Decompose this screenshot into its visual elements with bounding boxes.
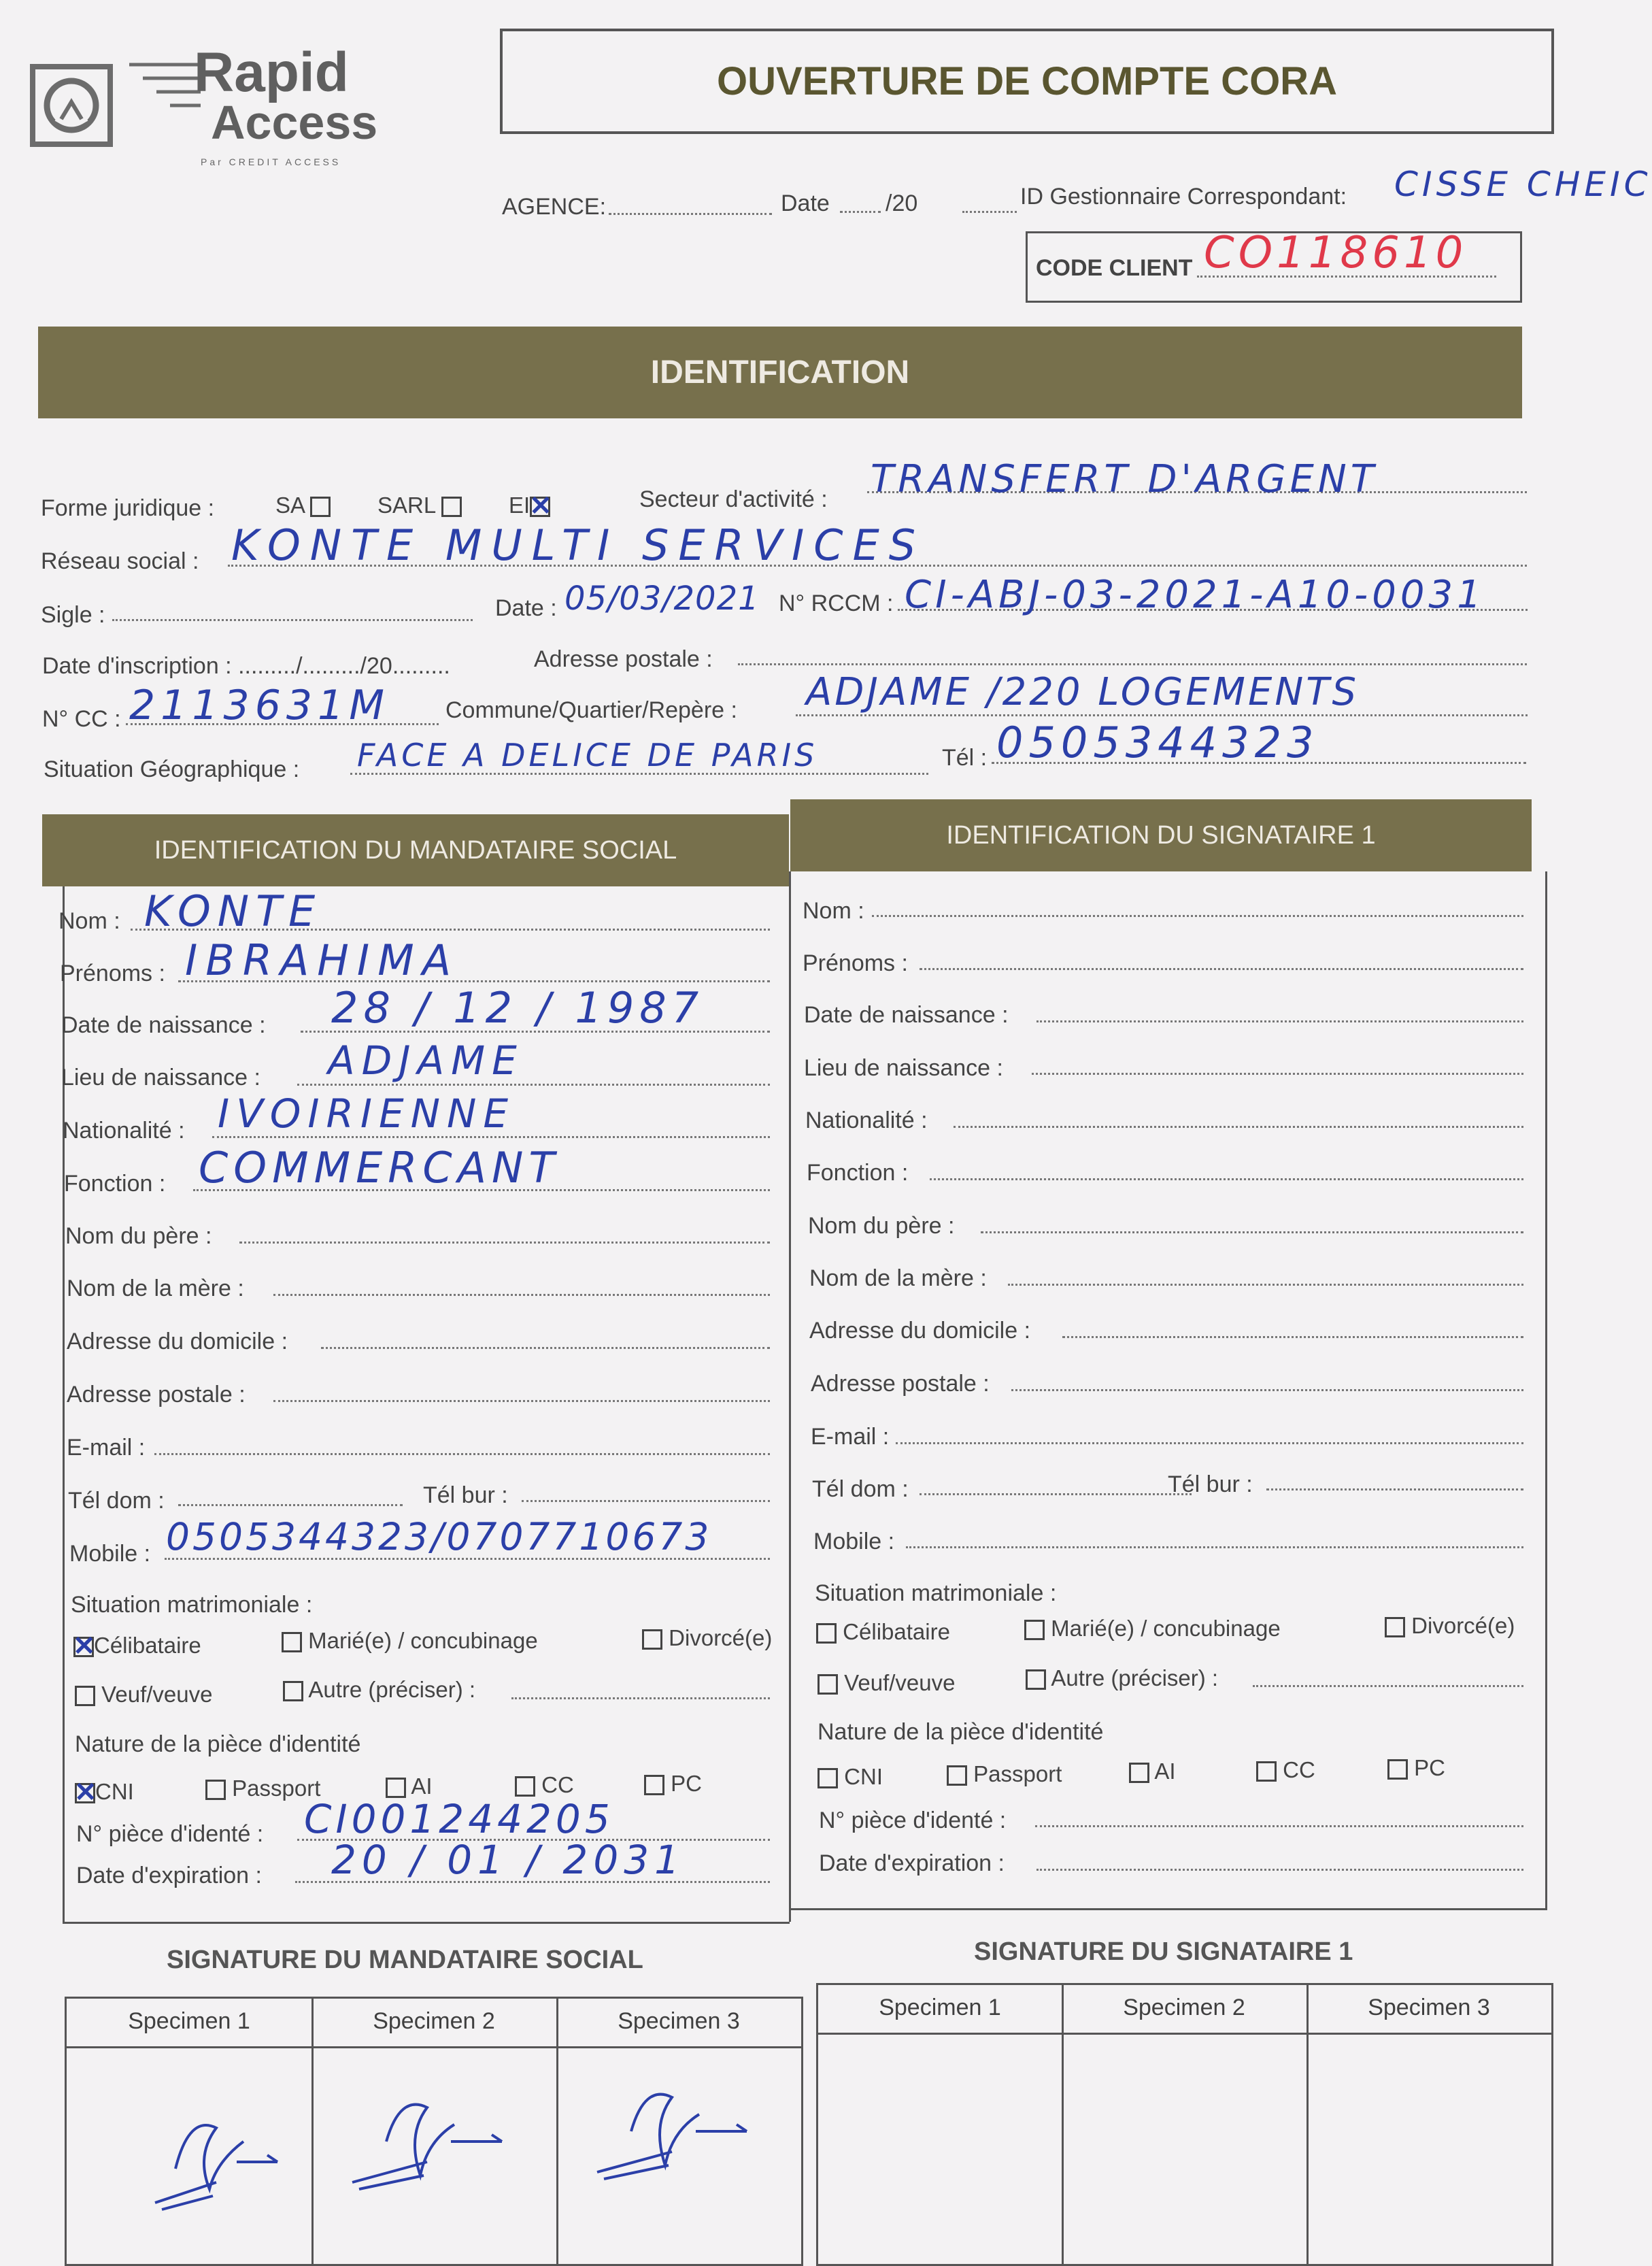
s-telbur-field[interactable] bbox=[1266, 1488, 1523, 1490]
checkbox[interactable] bbox=[817, 1768, 838, 1788]
s-prenoms-label: Prénoms : bbox=[803, 950, 908, 976]
gestionnaire-label: ID Gestionnaire Correspondant: bbox=[1020, 184, 1347, 210]
specimen-divider bbox=[556, 1999, 558, 2264]
logo-mark-icon bbox=[27, 61, 116, 150]
checkbox[interactable] bbox=[515, 1776, 535, 1797]
brand-name-line1: Rapid bbox=[194, 41, 349, 103]
s-teldom-field[interactable] bbox=[920, 1493, 1192, 1495]
m-fonction-label: Fonction : bbox=[64, 1171, 166, 1197]
s-domicile-field[interactable] bbox=[1062, 1336, 1523, 1338]
specimen-divider bbox=[1062, 1985, 1064, 2264]
s-naissance-field[interactable] bbox=[1036, 1020, 1523, 1022]
form-title: OUVERTURE DE COMPTE CORA bbox=[717, 59, 1337, 103]
m-telbur-field[interactable] bbox=[522, 1500, 770, 1502]
form-title-box bbox=[500, 29, 1554, 134]
date-day-field[interactable] bbox=[840, 211, 881, 213]
m-mobile-label: Mobile : bbox=[69, 1541, 151, 1567]
s-specimen-3-label: Specimen 3 bbox=[1368, 1995, 1490, 2020]
s-pere-field[interactable] bbox=[981, 1231, 1523, 1233]
sigle-field[interactable] bbox=[112, 619, 473, 621]
signataire-header bbox=[790, 799, 1532, 871]
commune-field bbox=[796, 714, 1528, 716]
checkbox[interactable] bbox=[441, 497, 462, 517]
s-veuf-option[interactable]: Veuf/veuve bbox=[817, 1670, 955, 1696]
checkbox[interactable] bbox=[1026, 1669, 1046, 1690]
m-divorce-option[interactable]: Divorcé(e) bbox=[642, 1625, 772, 1651]
adresse-postale-label: Adresse postale : bbox=[534, 646, 713, 672]
adresse-postale-field[interactable] bbox=[738, 663, 1527, 665]
mandataire-title: IDENTIFICATION DU MANDATAIRE SOCIAL bbox=[154, 836, 677, 865]
checkbox[interactable] bbox=[1256, 1761, 1277, 1782]
s-celibataire-option[interactable]: Célibataire bbox=[816, 1619, 950, 1645]
reseau-label: Réseau social : bbox=[41, 548, 199, 574]
tel-label: Tél : bbox=[942, 745, 988, 771]
s-domicile-label: Adresse du domicile : bbox=[809, 1318, 1031, 1344]
m-naissance-value[interactable]: 28 / 12 / 1987 bbox=[331, 983, 705, 1033]
ncc-label: N° CC : bbox=[42, 706, 121, 732]
s-divorce-option[interactable]: Divorcé(e) bbox=[1385, 1613, 1515, 1639]
s-nationalite-field[interactable] bbox=[954, 1126, 1523, 1128]
date-label: Date bbox=[781, 190, 830, 216]
m-naissance-label: Date de naissance : bbox=[61, 1012, 266, 1038]
tel-value[interactable]: 0505344323 bbox=[996, 718, 1319, 767]
checkbox[interactable] bbox=[283, 1681, 303, 1701]
s-specimen-1-label: Specimen 1 bbox=[879, 1995, 1001, 2020]
checkbox-checked[interactable] bbox=[73, 1637, 94, 1657]
id-date-label: Date : bbox=[495, 595, 557, 621]
s-mobile-label: Mobile : bbox=[813, 1529, 895, 1554]
checkbox[interactable] bbox=[205, 1780, 226, 1800]
checkbox[interactable] bbox=[386, 1778, 406, 1798]
checkbox[interactable] bbox=[1024, 1620, 1045, 1640]
identities-table bbox=[42, 799, 1533, 1922]
checkbox[interactable] bbox=[644, 1775, 664, 1795]
m-telbur-label: Tél bur : bbox=[423, 1482, 508, 1508]
mandataire-header bbox=[42, 814, 789, 886]
s-lieu-label: Lieu de naissance : bbox=[804, 1055, 1003, 1081]
m-expiration-value[interactable]: 20 / 01 / 2031 bbox=[331, 1837, 686, 1883]
m-nationalite-label: Nationalité : bbox=[63, 1118, 185, 1144]
m-teldom-field[interactable] bbox=[178, 1504, 403, 1506]
m-veuf-option[interactable]: Veuf/veuve bbox=[75, 1682, 212, 1707]
s-email-field[interactable] bbox=[896, 1442, 1523, 1444]
m-expiration-label: Date d'expiration : bbox=[76, 1863, 262, 1888]
m-mobile-value[interactable]: 0505344323/0707710673 bbox=[166, 1515, 712, 1559]
s-mobile-field[interactable] bbox=[906, 1546, 1523, 1548]
m-cni-option[interactable]: ✕CNI bbox=[75, 1779, 134, 1805]
specimen-divider bbox=[1307, 1985, 1309, 2264]
checkbox[interactable] bbox=[282, 1632, 302, 1652]
gestionnaire-value[interactable]: CISSE CHEIC bbox=[1394, 165, 1652, 204]
s-teldom-label: Tél dom : bbox=[812, 1476, 909, 1502]
situation-geo-label: Situation Géographique : bbox=[44, 756, 300, 782]
checkbox[interactable] bbox=[310, 497, 331, 517]
m-marie-option[interactable]: Marié(e) / concubinage bbox=[282, 1628, 538, 1654]
s-fonction-field[interactable] bbox=[930, 1178, 1523, 1180]
m-mere-field[interactable] bbox=[273, 1294, 770, 1296]
m-piece-label: Nature de la pièce d'identité bbox=[75, 1731, 361, 1757]
reseau-value[interactable]: KONTE MULTI SERVICES bbox=[231, 520, 926, 570]
forme-option-sa[interactable]: SA bbox=[275, 493, 331, 518]
s-naissance-label: Date de naissance : bbox=[804, 1002, 1009, 1028]
m-pere-field[interactable] bbox=[239, 1242, 770, 1244]
situation-geo-value[interactable]: FACE A DELICE DE PARIS bbox=[357, 737, 818, 773]
rccm-value[interactable]: CI-ABJ-03-2021-A10-0031 bbox=[905, 573, 1485, 617]
speed-lines-icon bbox=[122, 54, 204, 129]
s-marie-option[interactable]: Marié(e) / concubinage bbox=[1024, 1616, 1281, 1642]
brand-tagline: Par CREDIT ACCESS bbox=[201, 156, 341, 167]
s-pc-option[interactable]: PC bbox=[1387, 1755, 1445, 1781]
forme-juridique-label: Forme juridique : bbox=[41, 495, 215, 521]
m-email-field[interactable] bbox=[154, 1453, 770, 1455]
m-lieu-label: Lieu de naissance : bbox=[61, 1065, 260, 1090]
m-cc-option[interactable]: CC bbox=[515, 1772, 574, 1798]
s-postale-label: Adresse postale : bbox=[811, 1371, 990, 1397]
agence-field[interactable] bbox=[609, 213, 772, 215]
secteur-value[interactable]: TRANSFERT D'ARGENT bbox=[871, 457, 1378, 501]
s-situation-label: Situation matrimoniale : bbox=[815, 1580, 1057, 1606]
m-nom-label: Nom : bbox=[58, 908, 120, 934]
ncc-value[interactable]: 2113631M bbox=[129, 682, 390, 729]
s-piece-label: Nature de la pièce d'identité bbox=[817, 1719, 1104, 1745]
m-numero-value[interactable]: CI001244205 bbox=[304, 1796, 614, 1842]
m-fonction-value[interactable]: COMMERCANT bbox=[199, 1143, 560, 1193]
s-autre-option[interactable]: Autre (préciser) : bbox=[1026, 1665, 1218, 1691]
s-expiration-field[interactable] bbox=[1036, 1869, 1523, 1871]
signataire-title: IDENTIFICATION DU SIGNATAIRE 1 bbox=[946, 821, 1376, 850]
m-situation-label: Situation matrimoniale : bbox=[71, 1592, 313, 1618]
checkbox-checked[interactable] bbox=[75, 1783, 95, 1803]
signature-specimen-1[interactable] bbox=[135, 2101, 298, 2223]
s-nom-label: Nom : bbox=[803, 898, 864, 924]
m-autre-option[interactable]: Autre (préciser) : bbox=[283, 1677, 475, 1703]
signature-signataire-title: SIGNATURE DU SIGNATAIRE 1 bbox=[974, 1937, 1353, 1966]
secteur-label: Secteur d'activité : bbox=[639, 486, 828, 512]
checkbox[interactable] bbox=[1129, 1763, 1149, 1783]
m-specimen-3-label: Specimen 3 bbox=[618, 2008, 740, 2034]
s-cni-option[interactable]: CNI bbox=[817, 1764, 883, 1790]
s-nom-field[interactable] bbox=[872, 915, 1523, 917]
s-lieu-field[interactable] bbox=[1032, 1073, 1523, 1075]
signature-specimen-2[interactable] bbox=[339, 2087, 516, 2210]
m-nationalite-value[interactable]: IVOIRIENNE bbox=[218, 1090, 516, 1137]
forme-option-ei[interactable]: EI✕ bbox=[509, 493, 550, 518]
signature-mandataire-title: SIGNATURE DU MANDATAIRE SOCIAL bbox=[167, 1946, 643, 1974]
code-client-value[interactable]: CO118610 bbox=[1204, 228, 1468, 278]
brand-logo bbox=[27, 41, 408, 177]
s-fonction-label: Fonction : bbox=[807, 1160, 909, 1186]
date-suffix: /20 bbox=[886, 190, 918, 216]
sigle-label: Sigle : bbox=[41, 602, 105, 628]
m-lieu-field bbox=[297, 1084, 770, 1086]
m-domicile-label: Adresse du domicile : bbox=[67, 1329, 288, 1354]
s-postale-field[interactable] bbox=[1011, 1389, 1523, 1391]
m-numero-label: N° pièce d'identé : bbox=[76, 1821, 264, 1847]
mandataire-signature-grid bbox=[65, 1997, 803, 2266]
commune-value[interactable]: ADJAME /220 LOGEMENTS bbox=[806, 670, 1359, 714]
m-teldom-label: Tél dom : bbox=[68, 1488, 165, 1514]
m-ai-option[interactable]: AI bbox=[386, 1773, 433, 1799]
specimen-divider bbox=[311, 1999, 314, 2264]
s-pere-label: Nom du père : bbox=[808, 1213, 955, 1239]
rccm-label: N° RCCM : bbox=[779, 590, 894, 616]
s-specimen-2-label: Specimen 2 bbox=[1123, 1995, 1245, 2020]
m-specimen-1-label: Specimen 1 bbox=[128, 2008, 250, 2034]
s-passport-option[interactable]: Passport bbox=[947, 1761, 1062, 1787]
s-expiration-label: Date d'expiration : bbox=[819, 1850, 1005, 1876]
checkbox[interactable] bbox=[642, 1629, 662, 1650]
id-date-value[interactable]: 05/03/2021 bbox=[564, 580, 760, 618]
s-cc-option[interactable]: CC bbox=[1256, 1757, 1315, 1783]
s-numero-field[interactable] bbox=[1035, 1825, 1523, 1827]
m-email-label: E-mail : bbox=[67, 1435, 146, 1461]
forme-option-sarl[interactable]: SARL bbox=[377, 493, 462, 518]
checkbox[interactable] bbox=[817, 1674, 838, 1695]
checkbox-checked[interactable] bbox=[530, 497, 550, 517]
m-celibataire-option[interactable]: ✕Célibataire bbox=[73, 1633, 201, 1659]
m-postale-field[interactable] bbox=[273, 1400, 770, 1402]
signataire-signature-grid bbox=[816, 1983, 1553, 2266]
brand-name-line2: Access bbox=[211, 96, 378, 149]
s-autre-field[interactable] bbox=[1253, 1685, 1523, 1687]
commune-label: Commune/Quartier/Repère : bbox=[445, 697, 737, 723]
s-email-label: E-mail : bbox=[811, 1424, 890, 1450]
s-mere-label: Nom de la mère : bbox=[809, 1265, 987, 1291]
checkbox[interactable] bbox=[947, 1765, 967, 1786]
checkbox[interactable] bbox=[1385, 1617, 1405, 1637]
m-pc-option[interactable]: PC bbox=[644, 1771, 702, 1797]
s-mere-field[interactable] bbox=[1008, 1284, 1523, 1286]
s-nationalite-label: Nationalité : bbox=[805, 1107, 928, 1133]
m-postale-label: Adresse postale : bbox=[67, 1382, 246, 1407]
date-inscription-label[interactable]: Date d'inscription : ........./........./20......... bbox=[42, 653, 450, 679]
m-pere-label: Nom du père : bbox=[65, 1223, 212, 1249]
m-domicile-field[interactable] bbox=[321, 1347, 770, 1349]
identification-title: IDENTIFICATION bbox=[650, 354, 910, 390]
agence-label: AGENCE: bbox=[502, 194, 607, 220]
s-telbur-label: Tél bur : bbox=[1168, 1471, 1253, 1497]
checkbox[interactable] bbox=[816, 1623, 837, 1644]
identification-header bbox=[38, 327, 1522, 418]
signature-specimen-3[interactable] bbox=[584, 2077, 760, 2199]
m-lieu-value[interactable]: ADJAME bbox=[328, 1037, 524, 1084]
m-prenoms-label: Prénoms : bbox=[60, 961, 165, 986]
date-year-field[interactable] bbox=[962, 211, 1017, 213]
s-ai-option[interactable]: AI bbox=[1129, 1759, 1176, 1784]
s-numero-label: N° pièce d'identé : bbox=[819, 1807, 1007, 1833]
checkbox[interactable] bbox=[75, 1686, 95, 1706]
m-autre-field[interactable] bbox=[511, 1697, 770, 1699]
m-passport-option[interactable]: Passport bbox=[205, 1776, 320, 1801]
s-prenoms-field[interactable] bbox=[920, 968, 1523, 970]
checkbox[interactable] bbox=[1387, 1759, 1408, 1780]
m-nom-value[interactable]: KONTE bbox=[144, 886, 322, 936]
m-specimen-2-label: Specimen 2 bbox=[373, 2008, 495, 2034]
m-mere-label: Nom de la mère : bbox=[67, 1276, 244, 1301]
code-client-label: CODE CLIENT bbox=[1036, 255, 1193, 281]
m-prenoms-value[interactable]: IBRAHIMA bbox=[185, 935, 460, 985]
